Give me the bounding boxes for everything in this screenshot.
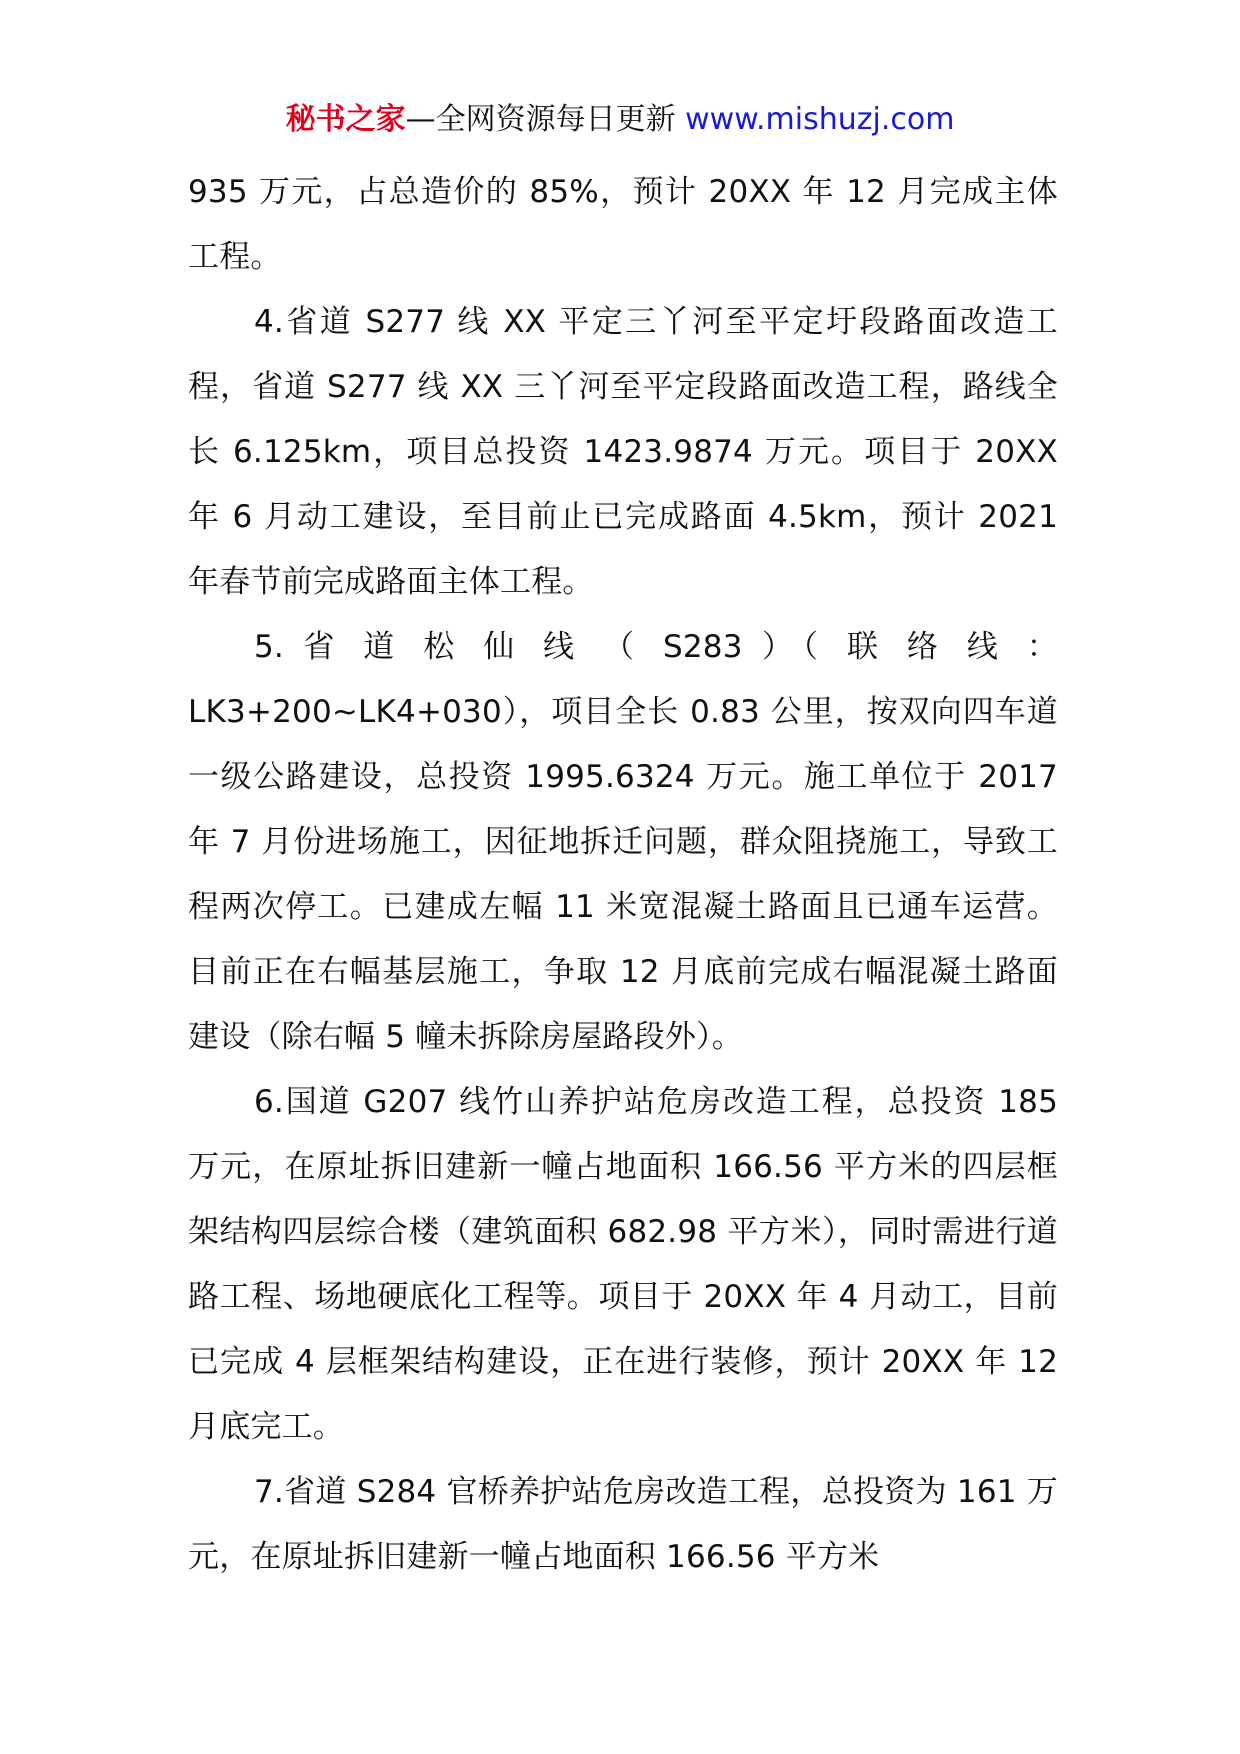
paragraph-item-5-first-line: 5. 省 道 松 仙 线 （ S283 ）（ 联 络 线 ： — [254, 629, 1058, 665]
header-tagline: —全网资源每日更新 — [405, 102, 686, 137]
paragraph-item-6: 6.国道 G207 线竹山养护站危房改造工程，总投资 185 万元，在原址拆旧建新一幢占地面积 166.56 平方米的四层框架结构四层综合楼（建筑面积 682.98 平方米），同时需进行道路工程、场地硬底化工程等。项目于 20XX 年 4 月动工，目前已完成 4 层框架结构建设，正在进行装修，预计 20XX 年 12 月底完工。 — [188, 1084, 1058, 1445]
paragraph-item-5-body: LK3+200~LK4+030），项目全长 0.83 公里，按双向四车道一级公路建设，总投资 1995.6324 万元。施工单位于 2017 年 7 月份进场施工，因征地拆迁问题，群众阻挠施工，导致工程两次停工。已建成左幅 11 米宽混凝土路面且已通车运营。目前正在右幅基层施工，争取 12 月底前完成右幅混凝土路面建设（除右幅 5 幢未拆除房屋路段外）。 — [188, 694, 1058, 1055]
header-url[interactable]: www.mishuzj.com — [685, 102, 955, 137]
brand-name: 秘书之家 — [285, 102, 406, 137]
paragraph-item-7: 7.省道 S284 官桥养护站危房改造工程，总投资为 161 万元，在原址拆旧建新一幢占地面积 166.56 平方米 — [188, 1474, 1058, 1575]
paragraph-continuation: 935 万元，占总造价的 85%，预计 20XX 年 12 月完成主体工程。 — [188, 174, 1058, 275]
paragraph-item-4: 4.省道 S277 线 XX 平定三丫河至平定圩段路面改造工程，省道 S277 线 XX 三丫河至平定段路面改造工程，路线全长 6.125km，项目总投资 1423.9874 万元。项目于 20XX 年 6 月动工建设，至目前止已完成路面 4.5km，预计 2021 年春节前完成路面主体工程。 — [188, 304, 1058, 600]
document-body — [188, 160, 1058, 1590]
page-header — [0, 100, 1240, 140]
paragraph-item-5 — [188, 615, 1058, 1070]
